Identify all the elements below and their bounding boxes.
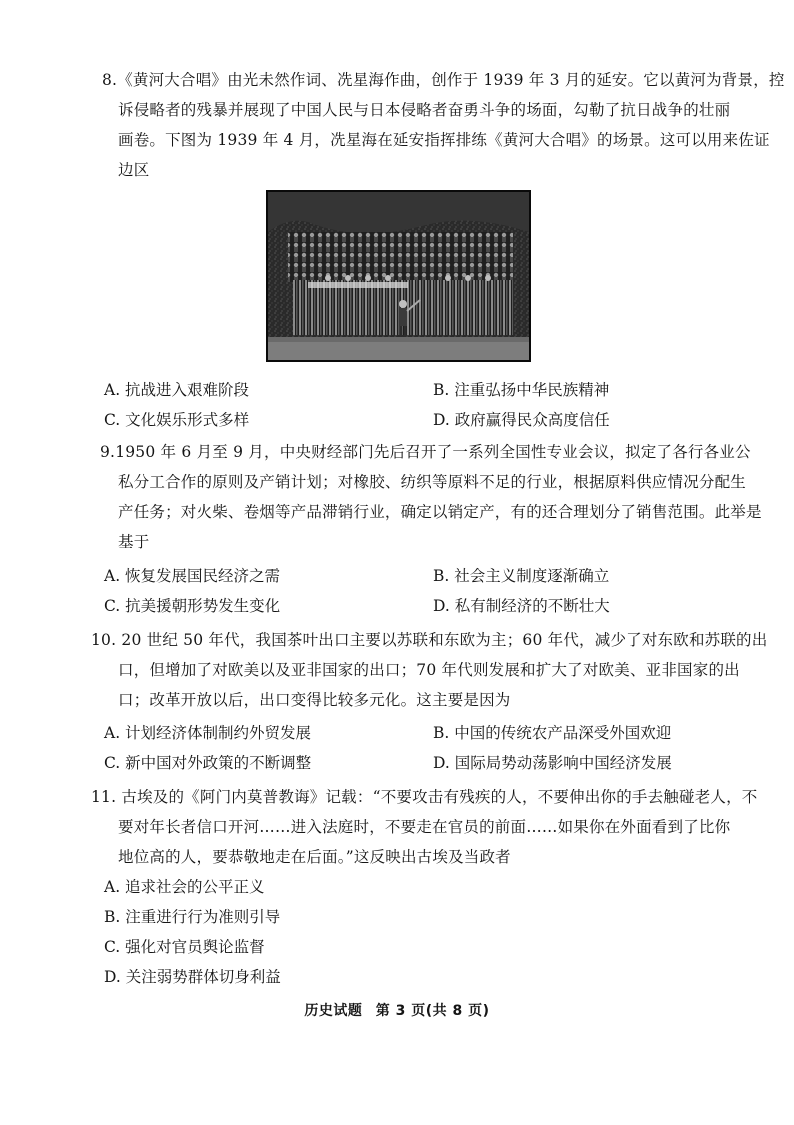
question-9-line-1: 9.1950 年 6 月至 9 月，中央财经部门先后召开了一系列全国性专业会议，拟定了各行各业公 xyxy=(100,443,751,461)
question-11-option-d: D. 关注弱势群体切身利益 xyxy=(104,968,281,986)
question-11-line-1: 11. 古埃及的《阿门内莫普教诲》记载：“不要攻击有残疾的人，不要伸出你的手去触碰老人，不 xyxy=(91,788,758,806)
question-8-line-3: 画卷。下图为 1939 年 4 月，冼星海在延安指挥排练《黄河大合唱》的场景。这可以用来佐证 xyxy=(118,131,770,149)
question-8-line-4: 边区 xyxy=(118,161,150,179)
question-9-option-a: A. 恢复发展国民经济之需 xyxy=(104,567,281,585)
question-9-option-d: D. 私有制经济的不断壮大 xyxy=(433,597,610,615)
page-footer xyxy=(0,1001,794,1021)
question-8-line-2: 诉侵略者的残暴并展现了中国人民与日本侵略者奋勇斗争的场面，勾勒了抗日战争的壮丽 xyxy=(118,101,731,119)
question-8-line-1: 8.《黄河大合唱》由光未然作词、冼星海作曲，创作于 1939 年 3 月的延安。它以黄河为背景，控 xyxy=(102,71,785,89)
question-10-option-a: A. 计划经济体制制约外贸发展 xyxy=(104,724,312,742)
question-9-option-c: C. 抗美援朝形势发生变化 xyxy=(104,597,281,615)
question-10-option-d: D. 国际局势动荡影响中国经济发展 xyxy=(433,754,672,772)
question-10-line-2: 口，但增加了对欧美以及亚非国家的出口；70 年代则发展和扩大了对欧美、亚非国家的出 xyxy=(118,661,740,679)
question-10-line-3: 口；改革开放以后，出口变得比较多元化。这主要是因为 xyxy=(118,691,511,709)
question-11-line-2: 要对年长者信口开河……进入法庭时，不要走在官员的前面……如果你在外面看到了比你 xyxy=(118,818,731,836)
choir-rehearsal-photo xyxy=(266,190,531,362)
question-10-option-c: C. 新中国对外政策的不断调整 xyxy=(104,754,312,772)
question-11-option-b: B. 注重进行行为准则引导 xyxy=(104,908,281,926)
question-9-option-b: B. 社会主义制度逐渐确立 xyxy=(433,567,610,585)
question-10-option-b: B. 中国的传统农产品深受外国欢迎 xyxy=(433,724,672,742)
question-9-line-3: 产任务；对火柴、卷烟等产品滞销行业，确定以销定产，有的还合理划分了销售范围。此举是 xyxy=(118,503,762,521)
question-11-option-a: A. 追求社会的公平正义 xyxy=(104,878,265,896)
question-10-line-1: 10. 20 世纪 50 年代，我国茶叶出口主要以苏联和东欧为主；60 年代，减少了对东欧和苏联的出 xyxy=(91,631,768,649)
question-8-option-d: D. 政府赢得民众高度信任 xyxy=(433,411,610,429)
footer-subject: 历史试题 xyxy=(304,1003,363,1019)
question-9-line-4: 基于 xyxy=(118,533,150,551)
question-11-line-3: 地位高的人，要恭敬地走在后面。”这反映出古埃及当政者 xyxy=(118,848,511,866)
question-11-option-c: C. 强化对官员舆论监督 xyxy=(104,938,265,956)
question-8-option-b: B. 注重弘扬中华民族精神 xyxy=(433,381,610,399)
question-9-line-2: 私分工合作的原则及产销计划；对橡胶、纺织等原料不足的行业，根据原料供应情况分配生 xyxy=(118,473,747,491)
question-8-option-c: C. 文化娱乐形式多样 xyxy=(104,411,250,429)
footer-page-number: 第 3 页(共 8 页) xyxy=(375,1003,490,1019)
question-8-option-a: A. 抗战进入艰难阶段 xyxy=(104,381,250,399)
